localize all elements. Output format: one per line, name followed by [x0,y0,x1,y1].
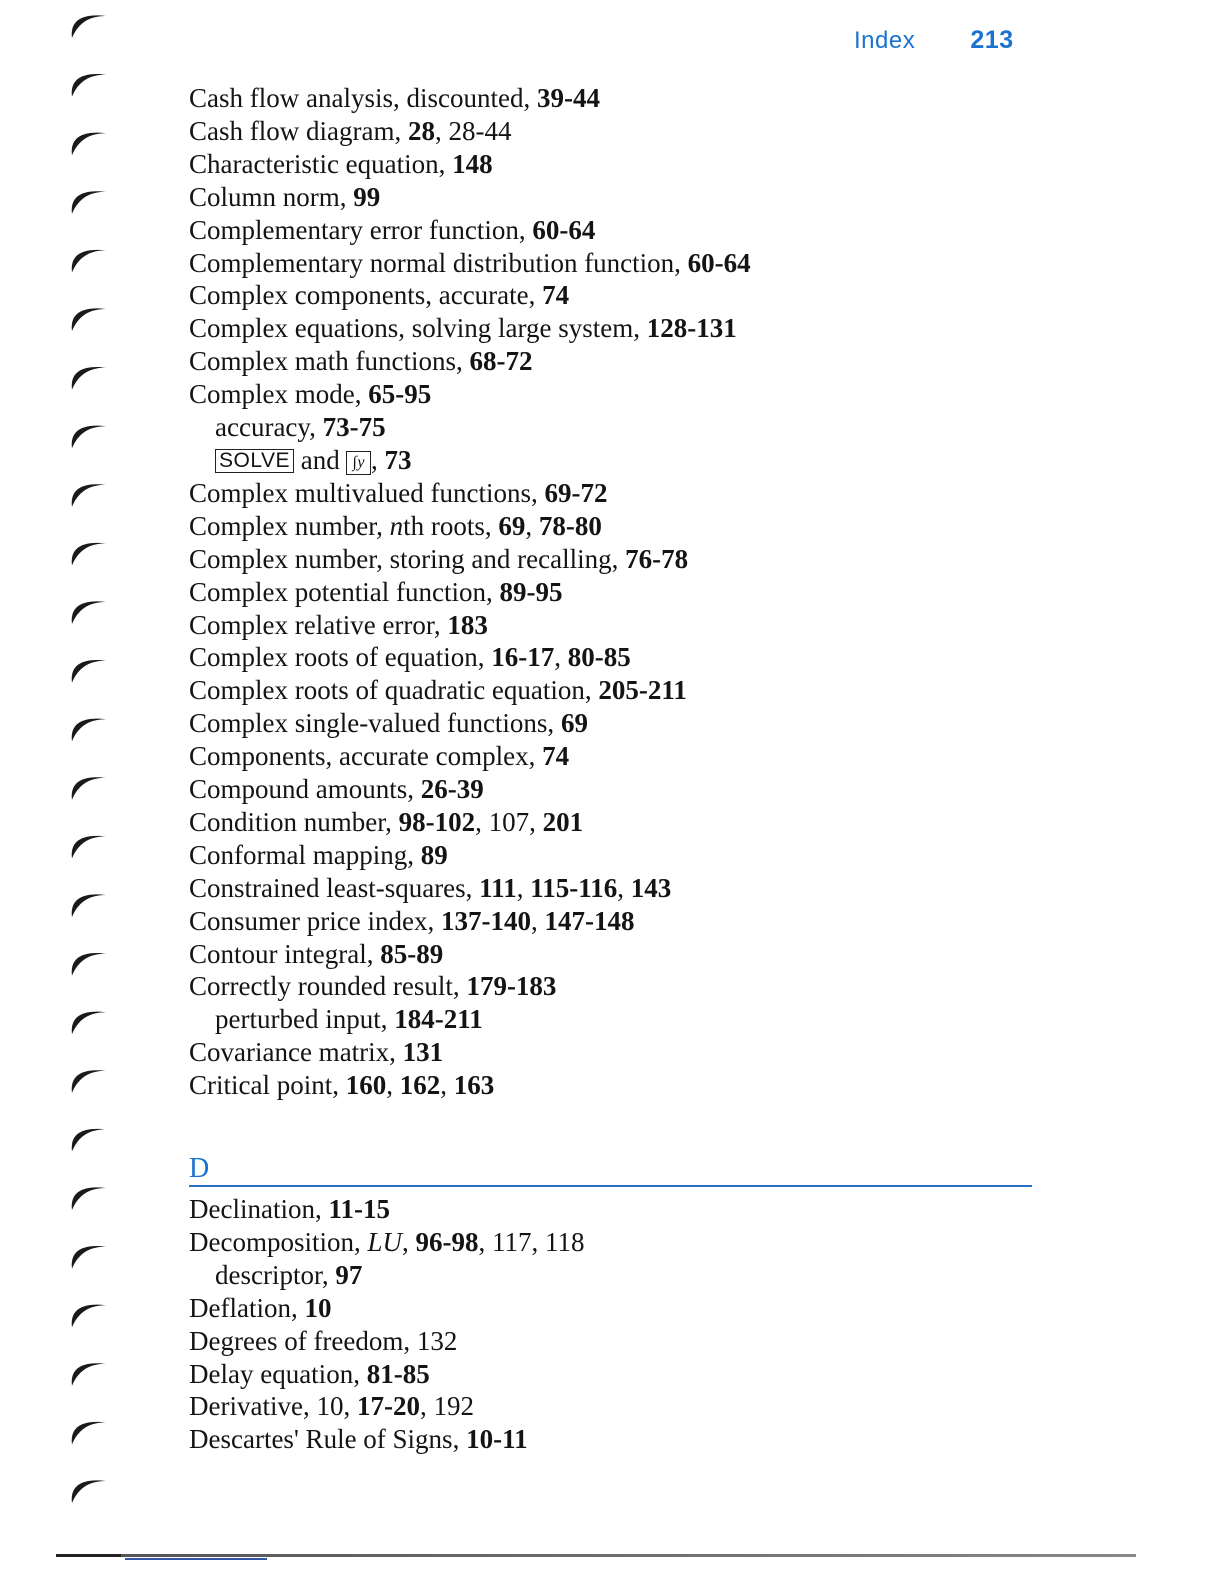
solve-key-icon: SOLVE [215,449,294,473]
index-entry [189,214,751,247]
page-reference: 128-131 [646,313,737,344]
entry-text: Consumer price index, [189,905,441,936]
index-entry [189,806,751,839]
page-reference: 85-89 [380,938,444,969]
entry-text: accuracy, [215,412,323,443]
entry-text: Covariance matrix, [189,1037,403,1068]
page-reference: 60-64 [687,247,751,278]
page-reference: 148 [452,148,493,179]
binding-ring [72,836,106,859]
entry-text: Complex roots of quadratic equation, [189,675,599,706]
page-reference: 89 [420,839,448,870]
entry-text: Characteristic equation, [189,148,453,179]
binding-ring [72,660,106,683]
entry-text: Contour integral, [189,938,381,969]
page-reference: 81-85 [366,1358,430,1389]
page-reference: 111 [479,872,517,903]
page-reference: 69 [498,510,526,541]
spiral-binding [58,0,118,1584]
binding-ring [72,719,106,742]
binding-ring [72,367,106,390]
entry-text: Complex relative error, [189,609,448,640]
entry-text: Complex single-valued functions, [189,708,561,739]
page-reference: 69 [560,708,588,739]
page-reference: 183 [447,609,488,640]
entry-text: Complex equations, solving large system, [189,313,647,344]
bottom-rule-accent [125,1558,267,1560]
binding-ring [72,894,106,917]
index-subentry [189,1003,751,1036]
entry-text: , [617,872,631,903]
entry-text: Condition number, [189,806,399,837]
page-reference: 76-78 [625,543,689,574]
bottom-rule [56,1554,1136,1557]
binding-ring [72,484,106,507]
index-entry [189,674,751,707]
index-entry [189,839,751,872]
page-reference: 10 [304,1292,332,1323]
page-reference: 99 [353,181,381,212]
entry-text: Complex number, [189,510,390,541]
integrate-key-icon: ∫y [346,451,370,475]
entry-text: Cash flow analysis, discounted, [189,83,537,113]
binding-ring [72,1363,106,1386]
page-reference: 131 [402,1037,444,1068]
page-header [854,26,1014,55]
entry-text: perturbed input, [215,1004,395,1035]
index-entry [189,1193,585,1226]
index-entry [189,1069,751,1102]
index-entry [189,1036,751,1069]
index-entry [189,1423,585,1456]
page-reference: 78-80 [538,510,602,541]
index-subentry [189,411,751,444]
index-entry [189,905,751,938]
binding-ring [72,74,106,97]
binding-ring [72,1070,106,1093]
page-reference: 115-116 [530,872,618,903]
binding-ring [72,1305,106,1328]
binding-ring [72,133,106,156]
entry-text: , [525,510,539,541]
index-entry [189,707,751,740]
page-reference: 205-211 [598,675,687,706]
entry-text: Delay equation, [189,1358,367,1389]
entry-text: Constrained least-squares, [189,872,480,903]
entry-text: Complex components, accurate, [189,280,543,311]
page-reference: 80-85 [567,642,631,673]
entry-text: Derivative, 10, [189,1391,357,1422]
entry-text: , [516,872,531,903]
page-reference: 163 [453,1070,495,1101]
index-entry [189,477,751,510]
entry-text: Correctly rounded result, [189,971,467,1002]
index-entry [189,279,751,312]
page-reference: 60-64 [532,214,596,245]
entry-text: Conformal mapping, [189,839,421,870]
section-letter-d: D [189,1153,210,1184]
page-reference: 26-39 [420,774,484,805]
entry-text: Declination, [189,1194,329,1224]
page-reference: 162 [399,1070,441,1101]
page-reference: 184-211 [394,1004,483,1035]
binding-ring [72,777,106,800]
index-entry [189,510,751,543]
binding-ring [72,308,106,331]
page-reference: 17-20 [356,1391,420,1422]
index-entry [189,148,751,181]
index-entries-c [189,82,751,1102]
binding-ring [72,1012,106,1035]
entry-text: Degrees of freedom, 132 [189,1325,458,1356]
entry-text: Decomposition, [189,1226,368,1257]
index-entry [189,312,751,345]
page-reference: 137-140 [440,905,531,936]
entry-text: Column norm, [189,181,354,212]
page-reference: 143 [630,872,672,903]
page-reference: 89-95 [499,576,563,607]
index-subentry [189,444,751,477]
entry-text: , [530,905,545,936]
entry-text: Descartes' Rule of Signs, [189,1424,467,1455]
index-entry [189,82,751,115]
binding-ring [72,1480,106,1503]
binding-ring [72,250,106,273]
section-divider [189,1185,1032,1187]
entry-text: Complex number, storing and recalling, [189,543,626,574]
index-entry [189,970,751,1003]
index-entry [189,1292,585,1325]
index-entries-d [189,1193,585,1456]
page-reference: 97 [335,1259,363,1290]
binding-ring [72,601,106,624]
index-entry [189,543,751,576]
header-section-title: Index [854,27,916,54]
entry-text: , 28-44 [434,115,512,146]
entry-text: , 117, 118 [478,1226,585,1257]
entry-text: and [293,444,347,475]
italic-term: n [389,510,404,541]
entry-text: Components, accurate complex, [189,741,543,772]
entry-text: th roots, [403,510,499,541]
binding-ring [72,426,106,449]
italic-term: LU [367,1226,402,1257]
page-reference: 179-183 [466,971,557,1002]
binding-ring [72,543,106,566]
page-reference: 147-148 [544,905,635,936]
entry-text: , [402,1226,416,1257]
binding-ring [72,1129,106,1152]
index-entry [189,181,751,214]
entry-text: Complex roots of equation, [189,642,492,673]
index-entry [189,740,751,773]
index-entry [189,773,751,806]
page-reference: 74 [542,741,570,772]
page-reference: 16-17 [491,642,555,673]
index-entry [189,872,751,905]
entry-text: Complex potential function, [189,576,500,607]
entry-text: descriptor, [215,1259,336,1290]
binding-ring [72,191,106,214]
page-reference: 10-11 [466,1424,528,1455]
index-entry [189,1358,585,1391]
binding-ring [72,1246,106,1269]
page-reference: 74 [542,280,570,311]
index-entry [189,1226,585,1259]
index-entry [189,1390,585,1423]
entry-text: , [370,444,385,475]
page-reference: 160 [345,1070,387,1101]
page-reference: 96-98 [415,1226,479,1257]
index-entry [189,938,751,971]
index-entry [189,576,751,609]
page-reference: 68-72 [469,346,533,377]
page-reference: 28 [407,115,435,146]
binding-ring [72,953,106,976]
binding-ring [72,1187,106,1210]
page-reference: 201 [542,806,584,837]
entry-text: Critical point, [189,1070,346,1101]
entry-text: Complementary error function, [189,214,533,245]
binding-ring [72,1422,106,1445]
page-number: 213 [970,26,1014,54]
index-entry [189,378,751,411]
entry-text: , 192 [419,1391,474,1422]
index-entry [189,247,751,280]
entry-text: Deflation, [189,1292,305,1323]
entry-text: Complementary normal distribution function, [189,247,688,278]
entry-text: Compound amounts, [189,774,421,805]
index-entry [189,609,751,642]
entry-text: Complex math functions, [189,346,470,377]
entry-text: Cash flow diagram, [189,115,408,146]
page-reference: 73 [384,444,412,475]
index-entry [189,115,751,148]
page-reference: 73-75 [322,412,386,443]
entry-text: , [386,1070,400,1101]
entry-text: , 107, [475,806,543,837]
entry-text: Complex multivalued functions, [189,477,545,508]
entry-text: , [554,642,568,673]
page-reference: 39-44 [536,83,600,113]
page-reference: 98-102 [398,806,476,837]
index-entry [189,641,751,674]
entry-text: , [440,1070,454,1101]
page-reference: 11-15 [328,1194,390,1224]
index-entry [189,345,751,378]
index-subentry [189,1259,585,1292]
index-entry [189,1325,585,1358]
page-reference: 65-95 [368,379,432,410]
page-reference: 69-72 [544,477,608,508]
binding-ring [72,15,106,38]
entry-text: Complex mode, [189,379,369,410]
